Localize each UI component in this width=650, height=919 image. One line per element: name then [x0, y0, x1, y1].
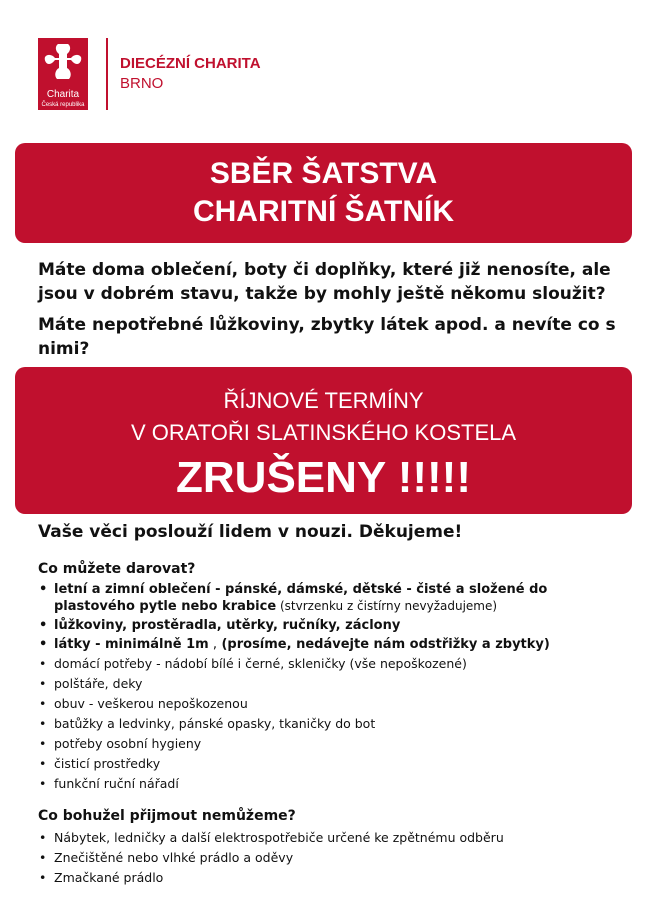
- bullet-icon: •: [39, 716, 47, 731]
- title-line1: SBĚR ŠATSTVA: [209, 157, 438, 190]
- bullet-icon: •: [39, 618, 48, 633]
- title-line2: CHARITNÍ ŠATNÍK: [192, 195, 455, 228]
- bullet-icon: •: [39, 736, 47, 751]
- org-line1: DIECÉZNÍ CHARITA: [120, 55, 261, 72]
- bullet-icon: •: [39, 870, 47, 885]
- bullet-icon: •: [39, 696, 47, 711]
- bullet-icon: •: [39, 582, 48, 597]
- list-item: • Nábytek, ledničky a další elektrospotřebiče určené ke zpětnému odběru: [39, 830, 504, 845]
- charita-logo: [38, 38, 88, 110]
- logo-subtext: Česká republika: [41, 102, 85, 108]
- list-item: • domácí potřeby - nádobí bílé i černé, skleničky (vše nepoškozené): [39, 656, 467, 671]
- thanks-text: Vaše věci poslouží lidem v nouzi. Děkujeme!: [38, 522, 463, 542]
- bullet-icon: •: [39, 676, 47, 691]
- header: [38, 38, 261, 110]
- logo-text: Charita: [46, 89, 80, 100]
- intro-paragraph-1: Máte doma oblečení, boty či doplňky, které již nenosíte, ale jsou v dobrém stavu, takže by mohly ještě někomu sloužit?: [38, 260, 611, 304]
- banner-cancelled: ZRUŠENY !!!!!: [176, 453, 471, 502]
- bullet-icon: •: [39, 756, 47, 771]
- list-item: • funkční ruční nářadí: [39, 776, 179, 791]
- bullet-icon: •: [39, 830, 47, 845]
- list-item: • letní a zimní oblečení - pánské, dámské, dětské - čisté a složené do plastového pytle nebo krabice (stvrzenku z čistírny nevyžadujeme): [39, 582, 548, 614]
- donate-list: [38, 581, 628, 795]
- list-item: • Znečištěné nebo vlhké prádlo a oděvy: [39, 850, 294, 865]
- org-line2: BRNO: [120, 75, 164, 92]
- bullet-icon: •: [39, 656, 47, 671]
- donate-title: Co můžete darovat?: [38, 561, 196, 577]
- cancellation-banner: [15, 367, 632, 514]
- organization-name: [120, 54, 261, 94]
- title-banner: [15, 143, 632, 243]
- list-item: • polštáře, deky: [39, 676, 143, 691]
- banner-line1: ŘÍJNOVÉ TERMÍNY: [223, 388, 424, 413]
- list-item: • látky - minimálně 1m , (prosíme, nedávejte nám odstřižky a zbytky): [39, 637, 550, 652]
- intro-paragraph-2: Máte nepotřebné lůžkoviny, zbytky látek apod. a nevíte co s nimi?: [38, 315, 616, 359]
- header-divider: [106, 38, 108, 110]
- reject-title: Co bohužel přijmout nemůžeme?: [38, 808, 296, 824]
- bullet-icon: •: [39, 637, 48, 652]
- list-item: • čisticí prostředky: [39, 756, 161, 771]
- list-item: • Zmačkané prádlo: [39, 870, 164, 885]
- reject-list: [38, 829, 628, 889]
- charita-cross-icon: [41, 42, 85, 82]
- list-item: • batůžky a ledvinky, pánské opasky, tkaničky do bot: [39, 716, 376, 731]
- list-item: • obuv - veškerou nepoškozenou: [39, 696, 248, 711]
- bullet-icon: •: [39, 850, 47, 865]
- banner-line2: V ORATOŘI SLATINSKÉHO KOSTELA: [130, 420, 517, 445]
- list-item: • lůžkoviny, prostěradla, utěrky, ručníky, záclony: [39, 618, 401, 633]
- list-item: • potřeby osobní hygieny: [39, 736, 202, 751]
- bullet-icon: •: [39, 776, 47, 791]
